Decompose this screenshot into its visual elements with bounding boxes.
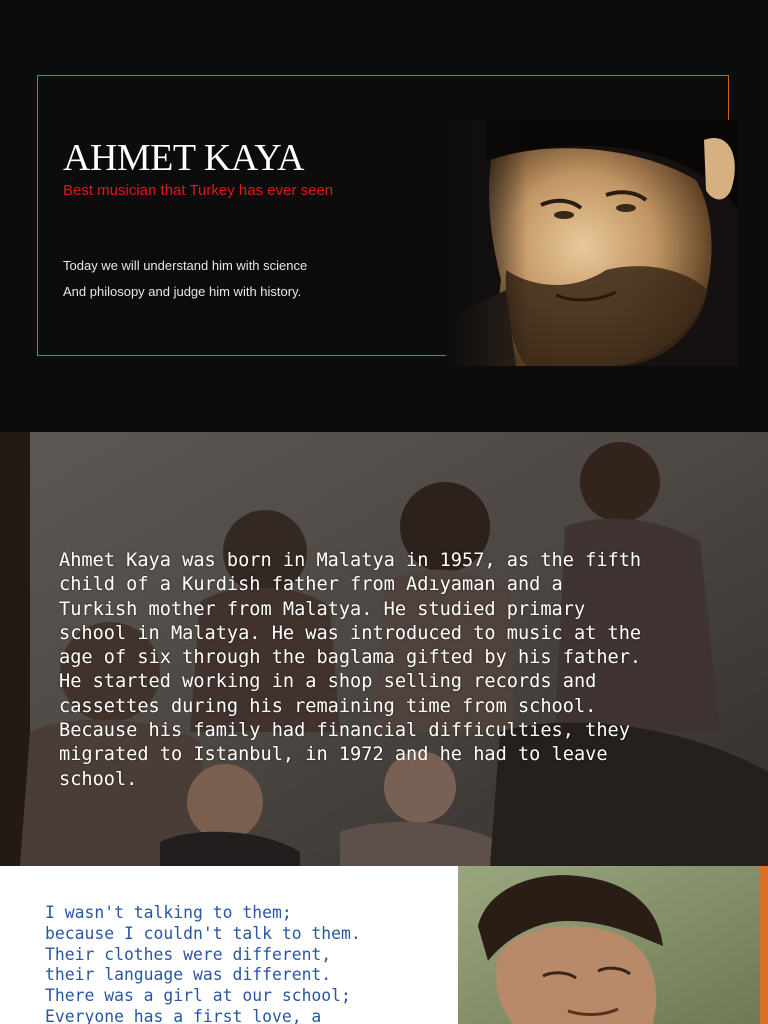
artist-portrait-color: [458, 866, 760, 1024]
slide-subtitle: Best musician that Turkey has ever seen: [63, 182, 334, 199]
quote-slide: [0, 866, 768, 1024]
slide-title: AHMET KAYA: [63, 137, 304, 179]
description-line-2: And philosopy and judge him with history.: [63, 284, 302, 299]
quote-text: I wasn't talking to them; because I couldn't talk to them. Their clothes were different, their language was different. There was a girl at our school; Everyone has a first love, a: [45, 903, 361, 1024]
artist-portrait-sepia: [446, 120, 738, 366]
accent-strip: [760, 866, 768, 1024]
biography-text: Ahmet Kaya was born in Malatya in 1957, as the fifth child of a Kurdish father from Adıyaman and a Turkish mother from Malatya. He studied primary school in Malatya. He was introduced to music at the age of six through the baglama gifted by his father. He started working in a shop selling records and cassettes during his remaining time from school. Because his family had financial difficulties, they migrated to Istanbul, in 1972 and he had to leave school.: [59, 550, 642, 790]
biography-slide: [0, 432, 768, 866]
description-line-1: Today we will understand him with science: [63, 258, 308, 273]
title-slide: [0, 0, 768, 432]
